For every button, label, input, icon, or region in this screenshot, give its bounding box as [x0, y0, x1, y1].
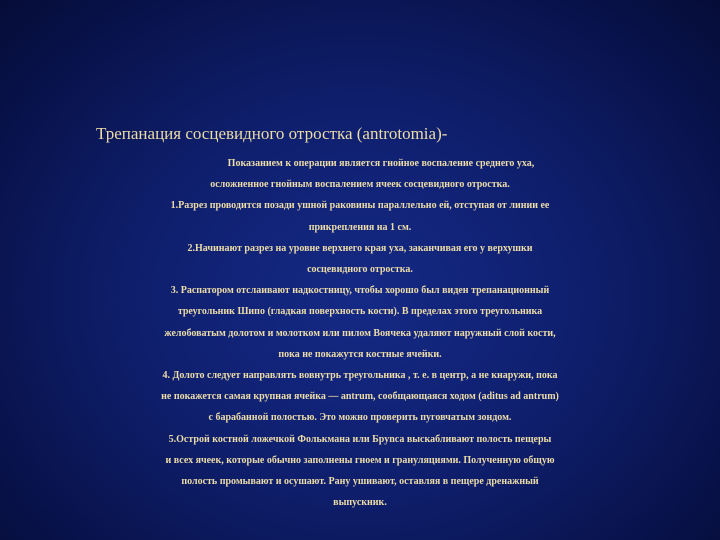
body-line: 4. Долото следует направлять вовнутрь треугольника , т. е. в центр, а не кнаружи, пока	[162, 370, 558, 382]
body-line: 3. Распатором отслаивают надкостницу, чтобы хорошо был виден трепанационный	[170, 285, 550, 297]
body-line: 2.Начинают разрез на уровне верхнего края уха, заканчивая его у верхушки	[187, 242, 533, 254]
body-line: полость промывают и осушают. Рану ушивают, оставляя в пещере дренажный	[181, 476, 539, 488]
body-line: сосцевидного отростка.	[307, 264, 413, 276]
body-line: с барабанной полостью. Это можно проверить пуговчатым зондом.	[208, 412, 512, 424]
body-line: пока не покажутся костные ячейки.	[278, 348, 442, 360]
body-line: и всех ячеек, которые обычно заполнены гноем и грануляциями. Полученную общую	[165, 454, 555, 466]
body-line: 1.Разрез проводится позади ушной раковины параллельно ей, отступая от линии ее	[170, 200, 550, 212]
body-line: осложненное гнойным воспалением ячеек сосцевидного отростка.	[210, 179, 510, 191]
body-line: прикрепления на 1 см.	[308, 221, 412, 233]
body-line: выпускник.	[333, 497, 387, 509]
body-line: треугольник Шипо (гладкая поверхность кости). В пределах этого треугольника	[177, 306, 543, 318]
slide-title: Трепанация сосцевидного отростка (antrotomia)-	[96, 124, 448, 143]
slide-body	[0, 153, 720, 513]
body-line: не покажется самая крупная ячейка — antrum, сообщающаяся ходом (aditus ad antrum)	[161, 391, 559, 403]
body-line: Показанием к операции является гнойное воспаление среднего уха,	[227, 158, 535, 169]
body-line: 5.Острой костной ложечкой Фолькмана или Бруnса выскабливают полость пещеры	[168, 433, 552, 445]
body-line: желобоватым долотом и молотком или пилом Воячека удаляют наружный слой кости,	[164, 327, 556, 339]
